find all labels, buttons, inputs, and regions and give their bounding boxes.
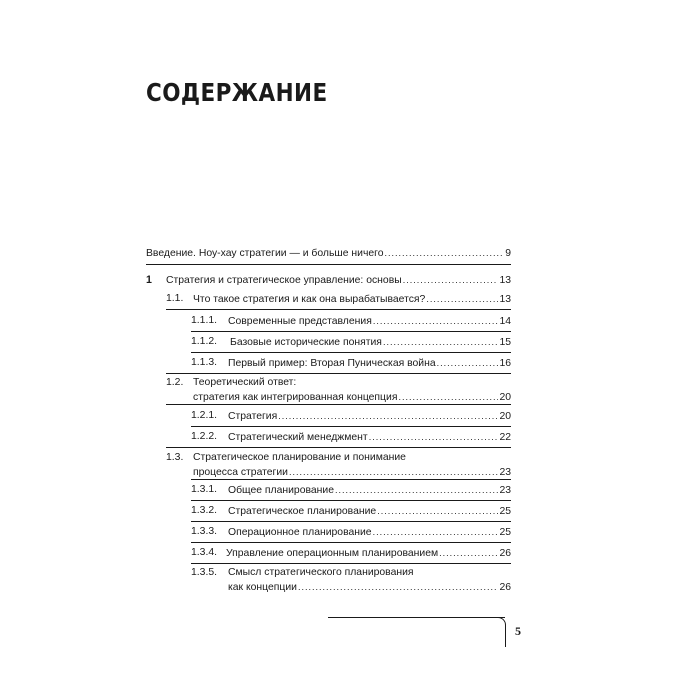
dot-leader: [426, 293, 498, 305]
subsection-number: 1.1.2.: [191, 336, 217, 347]
toc-page-number: 26: [499, 548, 511, 559]
dot-leader: [369, 431, 499, 443]
divider: [191, 426, 511, 427]
divider: [191, 500, 511, 501]
page-title: СОДЕРЖАНИЕ: [146, 78, 328, 107]
section-number: 1.3.: [166, 452, 184, 463]
toc-entry-title: Управление операционным планированием: [226, 548, 439, 559]
toc-page-number: 20: [499, 392, 511, 403]
toc-page-number: 13: [499, 294, 511, 305]
toc-page-number: 25: [499, 506, 511, 517]
divider: [166, 309, 511, 310]
toc-entry-1-1[interactable]: [193, 293, 511, 306]
dot-leader: [373, 315, 499, 327]
toc-entry-1-2-2[interactable]: [228, 431, 511, 444]
footer-rule: [328, 617, 505, 618]
divider: [191, 542, 511, 543]
divider: [146, 264, 511, 265]
toc-entry-title: Стратегический менеджмент: [228, 432, 368, 443]
divider: [166, 404, 511, 405]
toc-entry-title: Стратегическое планирование: [228, 506, 377, 517]
footer-bracket: [498, 617, 506, 647]
toc-entry-chapter-1[interactable]: [166, 274, 511, 287]
toc-page-number: 25: [499, 527, 511, 538]
toc-page-number: 16: [499, 358, 511, 369]
dot-leader: [298, 581, 498, 593]
subsection-number: 1.1.3.: [191, 357, 217, 368]
subsection-number: 1.1.1.: [191, 315, 217, 326]
toc-entry-title: Первый пример: Вторая Пуническая война: [228, 358, 436, 369]
toc-entry-1-1-2[interactable]: [230, 336, 511, 349]
toc-entry-title: Операционное планирование: [228, 527, 372, 538]
divider: [191, 521, 511, 522]
divider: [191, 352, 511, 353]
toc-entry-title: Базовые исторические понятия: [230, 337, 382, 348]
dot-leader: [278, 410, 498, 422]
toc-entry-1-2-1[interactable]: [228, 410, 511, 423]
toc-entry-title-line-2: процесса стратегии: [193, 467, 288, 478]
toc-page-number: 15: [499, 337, 511, 348]
toc-entry-1-3-2[interactable]: [228, 505, 511, 518]
divider: [166, 373, 511, 374]
toc-entry-1-3-1[interactable]: [228, 484, 511, 497]
section-number: 1.2.: [166, 377, 184, 388]
toc-entry-1-2[interactable]: [193, 377, 511, 404]
toc-entry-title: Стратегия: [228, 411, 278, 422]
divider: [191, 479, 511, 480]
dot-leader: [377, 505, 498, 517]
toc-entry-1-3-5[interactable]: [228, 567, 511, 594]
dot-leader: [398, 391, 498, 403]
toc-page-number: 26: [499, 582, 511, 593]
toc-entry-title-line-2: как концепции: [228, 582, 297, 593]
toc-entry-title-line-1: Теоретический ответ:: [193, 377, 297, 388]
section-number: 1.1.: [166, 293, 184, 304]
divider: [191, 331, 511, 332]
toc-entry-1-3[interactable]: [193, 452, 511, 479]
dot-leader: [373, 526, 499, 538]
toc-page-number: 9: [505, 248, 511, 259]
subsection-number: 1.3.5.: [191, 567, 217, 578]
dot-leader: [403, 274, 499, 286]
subsection-number: 1.3.1.: [191, 484, 217, 495]
subsection-number: 1.2.2.: [191, 431, 217, 442]
subsection-number: 1.3.3.: [191, 526, 217, 537]
toc-entry-1-3-3[interactable]: [228, 526, 511, 539]
chapter-number: 1: [146, 274, 152, 286]
toc-page-number: 23: [499, 467, 511, 478]
toc-entry-title-line-1: Смысл стратегического планирования: [228, 567, 414, 578]
dot-leader: [335, 484, 498, 496]
dot-leader: [437, 357, 499, 369]
toc-page-number: 20: [499, 411, 511, 422]
toc-entry-title: Современные представления: [228, 316, 372, 327]
subsection-number: 1.2.1.: [191, 410, 217, 421]
dot-leader: [384, 247, 504, 259]
divider: [191, 563, 511, 564]
toc-page-number: 14: [499, 316, 511, 327]
toc-entry-title: Что такое стратегия и как она вырабатывается?: [193, 294, 426, 305]
toc-entry-title-line-2: стратегия как интегрированная концепция: [193, 392, 398, 403]
toc-entry-1-3-4[interactable]: [226, 547, 511, 560]
toc-entry-title: Общее планирование: [228, 485, 334, 496]
toc-entry-intro[interactable]: [146, 247, 511, 260]
subsection-number: 1.3.2.: [191, 505, 217, 516]
toc-entry-1-1-1[interactable]: [228, 315, 511, 328]
dot-leader: [289, 466, 498, 478]
subsection-number: 1.3.4.: [191, 547, 217, 558]
toc-page-number: 22: [499, 432, 511, 443]
dot-leader: [383, 336, 499, 348]
toc-page-number: 13: [499, 275, 511, 286]
toc-entry-title-line-1: Стратегическое планирование и понимание: [193, 452, 406, 463]
dot-leader: [439, 547, 498, 559]
toc-page-number: 23: [499, 485, 511, 496]
divider: [166, 447, 511, 448]
page-number: 5: [515, 624, 521, 638]
toc-entry-1-1-3[interactable]: [228, 357, 511, 370]
toc-entry-title: Стратегия и стратегическое управление: основы: [166, 275, 402, 286]
toc-entry-title: Введение. Ноу-хау стратегии — и больше ничего: [146, 248, 384, 259]
